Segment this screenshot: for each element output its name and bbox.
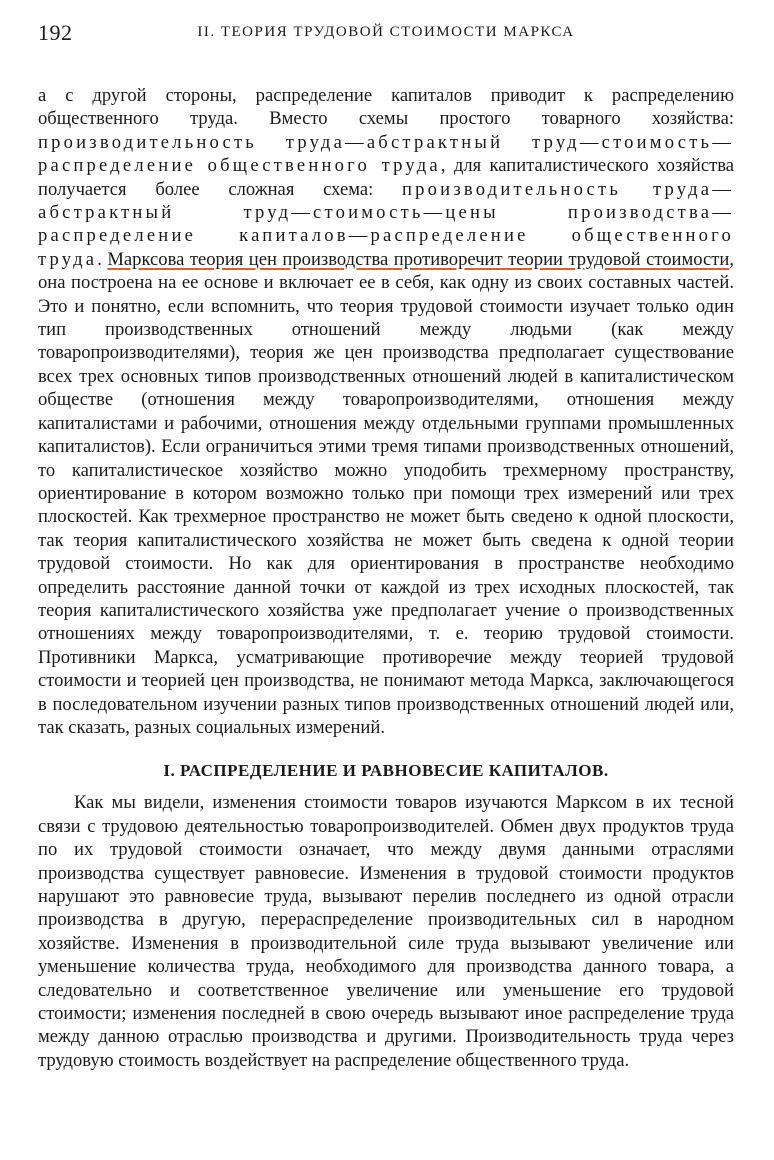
- underlined-highlight[interactable]: Марксова теория цен производства противоречит теории трудовой стоимости: [107, 248, 730, 270]
- paragraph-one-text-1: а с другой стороны, распределение капиталов приводит к распределению общественного труда. Вместо схемы простого товарного хозяйства:: [38, 85, 734, 130]
- paragraph-one: [38, 84, 734, 739]
- paragraph-one-text-4: , она построена на ее основе и включает ее в себя, как одну из своих составных частей. Это и понятно, если вспомнить, что теория трудовой стоимости изучает только один тип производственных отношений между людьми (как между товаропроизводителями), теория же цен производства предполагает существование всех трех основных типов производственных отношений людей в капиталистическом обществе (отношения между товаропроизводителями, отношения между капиталистами и рабочими, отношения между отдельными группами промышленных капиталистов). Если ограничиться этими тремя типами производственных отношений, то капиталистическое хозяйство можно уподобить трехмерному пространству, ориентирование в котором возможно только при помощи трех измерений или трех плоскостей. Как трехмерное пространство не может быть сведено к одной плоскости, так теория капиталистического хозяйства не может быть сведена к одной теории трудовой стоимости. Но как для ориентирования в пространстве необходимо определить расстояние данной точки от каждой из трех исходных плоскостей, так теория капиталистического хозяйства уже предполагает учение о производственных отношениях между товаропроизводителями, т. е. теорию трудовой стоимости. Противники Маркса, усматривающие противоречие между теорией трудовой стоимости и теорией цен производства, не понимают метода Маркса, заключающегося в последовательном изучении разных типов производственных отношений людей или, так сказать, разных социальных измерений.: [38, 248, 734, 738]
- book-page: [38, 16, 734, 1072]
- paragraph-two: Как мы видели, изменения стоимости товаров изучаются Марксом в их тесной связи с трудовою деятельностью товаропроизводителей. Обмен двух продуктов труда по их трудовой стоимости означает, что между двумя данными отраслями производства существует равновесие. Изменения в трудовой стоимости продуктов нарушают это равновесие труда, вызывают перелив последнего из одной отрасли производства в другую, перераспределение производительных сил в народном хозяйстве. Изменения в производительной силе труда вызывают увеличение или уменьшение количества труда, необходимого для производства данного товара, а следовательно и соответственное увеличение или уменьшение его трудовой стоимости; изменения последней в свою очередь вызывают иное распределение труда между данною отраслью производства и другими. Производительность труда через трудовую стоимость воздействует на распределение общественного труда.: [38, 792, 734, 1071]
- page-number: 192: [38, 20, 73, 45]
- paragraph-one-text-2: , для капиталистического хозяйства получается более сложная схема:: [38, 155, 734, 200]
- spaced-scheme-capitalist: производительность труда—абстрактный труд—стоимость—цены производства—распределение капиталов—распределение общественного труда: [38, 178, 734, 270]
- spaced-scheme-simple: производительность труда—абстрактный труд—стоимость—распределение общественного труда: [38, 131, 734, 177]
- page-header: [38, 16, 734, 50]
- paragraph-one-text-3: .: [97, 248, 108, 270]
- running-title: II. ТЕОРИЯ ТРУДОВОЙ СТОИМОСТИ МАРКСА: [197, 24, 575, 40]
- section-heading: I. РАСПРЕДЕЛЕНИЕ И РАВНОВЕСИЕ КАПИТАЛОВ.: [163, 761, 609, 781]
